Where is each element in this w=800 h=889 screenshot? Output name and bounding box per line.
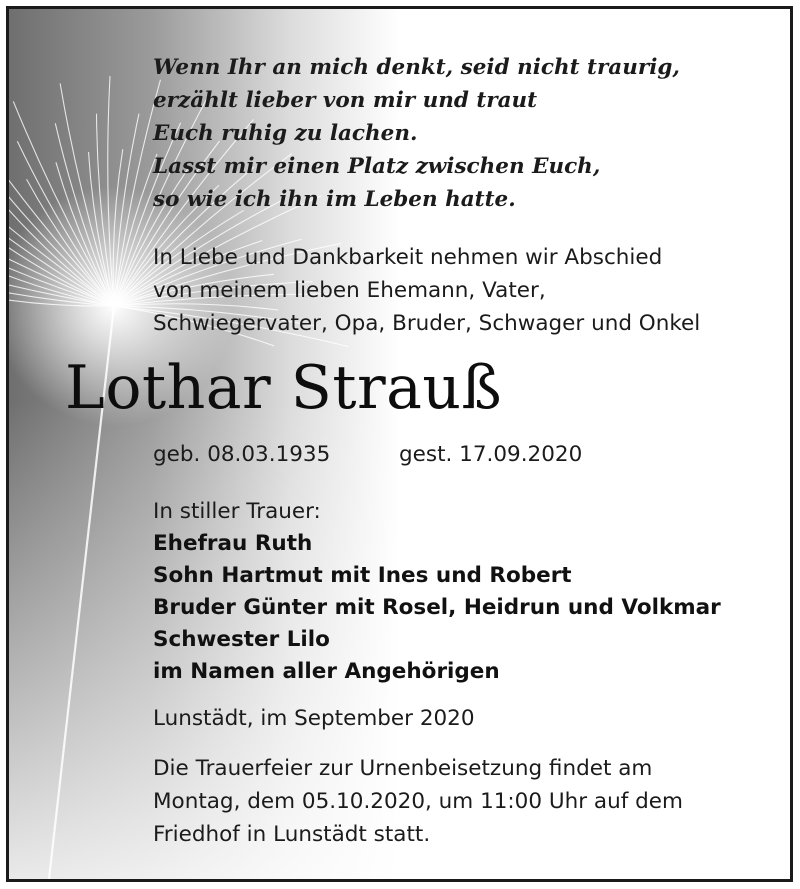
mourner-entry: Bruder Günter mit Rosel, Heidrun und Volkmar xyxy=(153,595,721,620)
obituary-notice xyxy=(6,6,793,882)
mourner-entry: Schwester Lilo xyxy=(153,627,330,652)
mourner-entry: Ehefrau Ruth xyxy=(153,531,313,556)
place-and-date: Lunstädt, im September 2020 xyxy=(153,706,475,731)
poem-line: Lasst mir einen Platz zwischen Euch, xyxy=(153,154,601,179)
service-line: Die Trauerfeier zur Urnenbeisetzung findet am xyxy=(153,756,653,781)
notice-content xyxy=(9,9,790,879)
deceased-name: Lothar Strauß xyxy=(65,353,503,423)
intro-line: In Liebe und Dankbarkeit nehmen wir Abschied xyxy=(153,245,663,270)
service-line: Montag, dem 05.10.2020, um 11:00 Uhr auf dem xyxy=(153,789,683,814)
intro-line: Schwiegervater, Opa, Bruder, Schwager und Onkel xyxy=(153,311,701,336)
birth-date: geb. 08.03.1935 xyxy=(153,442,331,467)
mourner-entry: im Namen aller Angehörigen xyxy=(153,659,500,684)
poem-line: Euch ruhig zu lachen. xyxy=(153,121,418,146)
service-line: Friedhof in Lunstädt statt. xyxy=(153,822,431,847)
poem-line: erzählt lieber von mir und traut xyxy=(153,88,538,113)
death-date: gest. 17.09.2020 xyxy=(399,442,583,467)
mourner-entry: Sohn Hartmut mit Ines und Robert xyxy=(153,563,572,588)
poem-line: Wenn Ihr an mich denkt, seid nicht traurig, xyxy=(153,55,680,80)
mourners-heading: In stiller Trauer: xyxy=(153,499,321,524)
intro-line: von meinem lieben Ehemann, Vater, xyxy=(153,278,546,303)
poem-line: so wie ich ihn im Leben hatte. xyxy=(153,187,516,212)
